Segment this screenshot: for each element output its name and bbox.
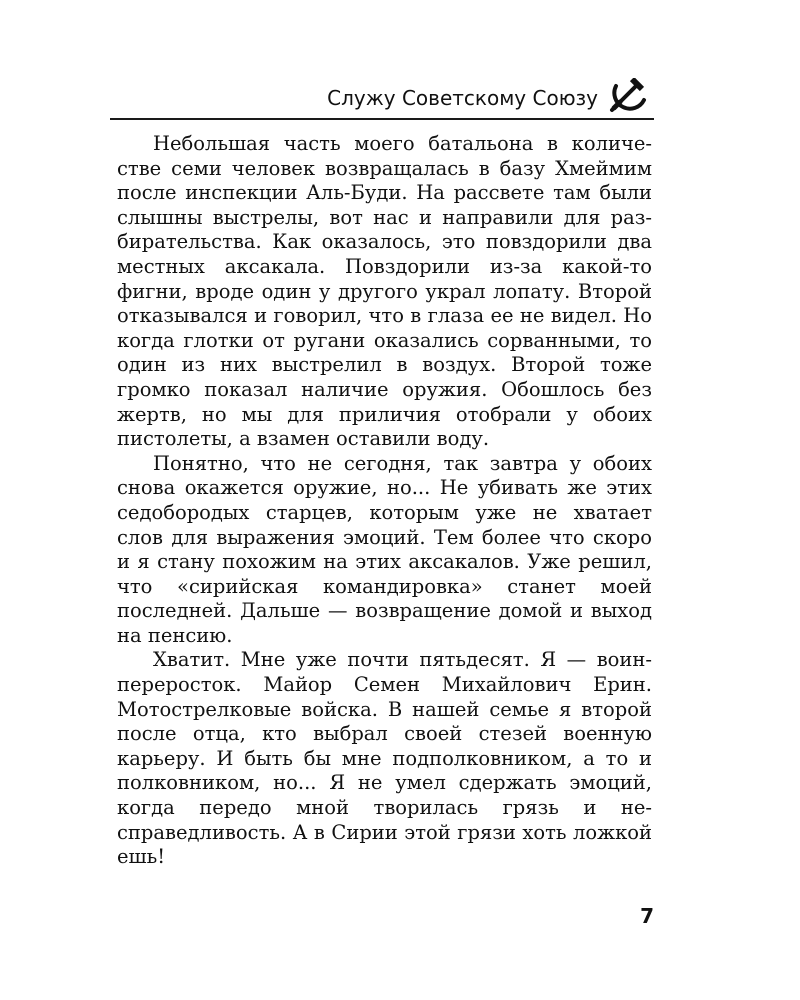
running-title: Служу Советскому Союзу [327,86,598,110]
page-number: 7 [640,904,654,928]
paragraph: Понятно, что не сегодня, так завтра у обоих снова окажется оружие, но... Не убивать же этих седобородых старцев, которым уже не хватает слов для выражения эмоций. Тем более что скоро и я стану похожим на этих аксакалов. Уже решил, что «сирийская командировка» станет моей последней. Дальше — возвращение домой и выход на пенсию. [117,451,652,647]
hammer-and-sickle-icon [606,78,650,114]
running-header [110,74,654,120]
paragraph: Небольшая часть моего батальона в количестве семи человек возвращалась в базу Хмеймим после инспекции Аль-Буди. На рассвете там были слышны выстрелы, вот нас и направили для разбирательства. Как оказалось, это повздорили два местных аксакала. Повздорили из-за какой-то фигни, вроде один у другого украл лопату. Второй отказывался и говорил, что в глаза ее не видел. Но когда глотки от ругани оказались сорванными, то один из них выстрелил в воздух. Второй тоже громко показал наличие оружия. Обошлось без жертв, но мы для приличия отобрали у обоих пистолеты, а взамен оставили воду. [117,132,652,451]
body-text [117,132,652,870]
paragraph: Хватит. Мне уже почти пятьдесят. Я — воин-переросток. Майор Семен Михайлович Ерин. Мотострелковые войска. В нашей семье я второй после отца, кто выбрал своей стезей военную карьеру. И быть бы мне подполковником, а то и полковником, но... Я не умел сдержать эмоций, когда передо мной творилась грязь и несправедливость. А в Сирии этой грязи хоть ложкой ешь! [117,648,652,869]
